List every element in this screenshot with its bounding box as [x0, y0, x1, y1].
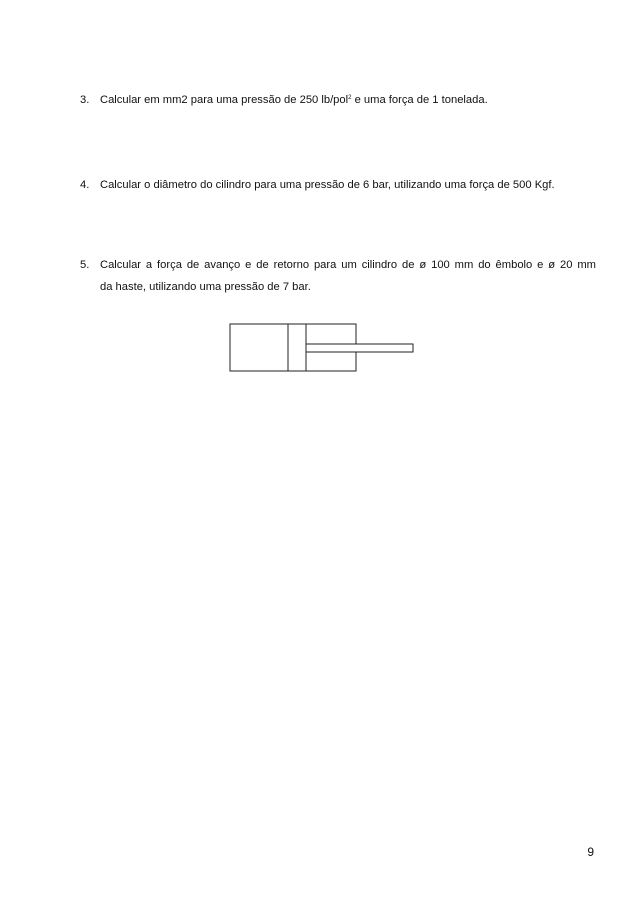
question-number: 3.: [80, 94, 90, 106]
question-text-part: e uma força de 1 tonelada.: [351, 94, 488, 106]
question-4: [80, 174, 596, 196]
question-number: 4.: [80, 179, 90, 191]
piston: [288, 324, 306, 371]
superscript: 2: [348, 95, 352, 101]
piston-rod: [306, 344, 413, 352]
question-number: 5.: [80, 259, 90, 271]
pneumatic-cylinder-icon: [229, 323, 417, 373]
question-3: [80, 89, 596, 111]
question-text: Calcular o diâmetro do cilindro para uma pressão de 6 bar, utilizando uma força de 500 Kgf.: [100, 179, 555, 191]
page-number: 9: [587, 845, 594, 859]
question-text-part: Calcular em mm2 para uma pressão de 250 lb/pol: [100, 94, 349, 106]
question-5: [80, 254, 596, 298]
question-text-line-1: Calcular a força de avanço e de retorno para um cilindro de ø 100 mm do êmbolo e ø 20 mm: [100, 259, 596, 271]
question-text: [100, 89, 596, 111]
question-text-line-2: da haste, utilizando uma pressão de 7 bar.: [100, 281, 311, 293]
